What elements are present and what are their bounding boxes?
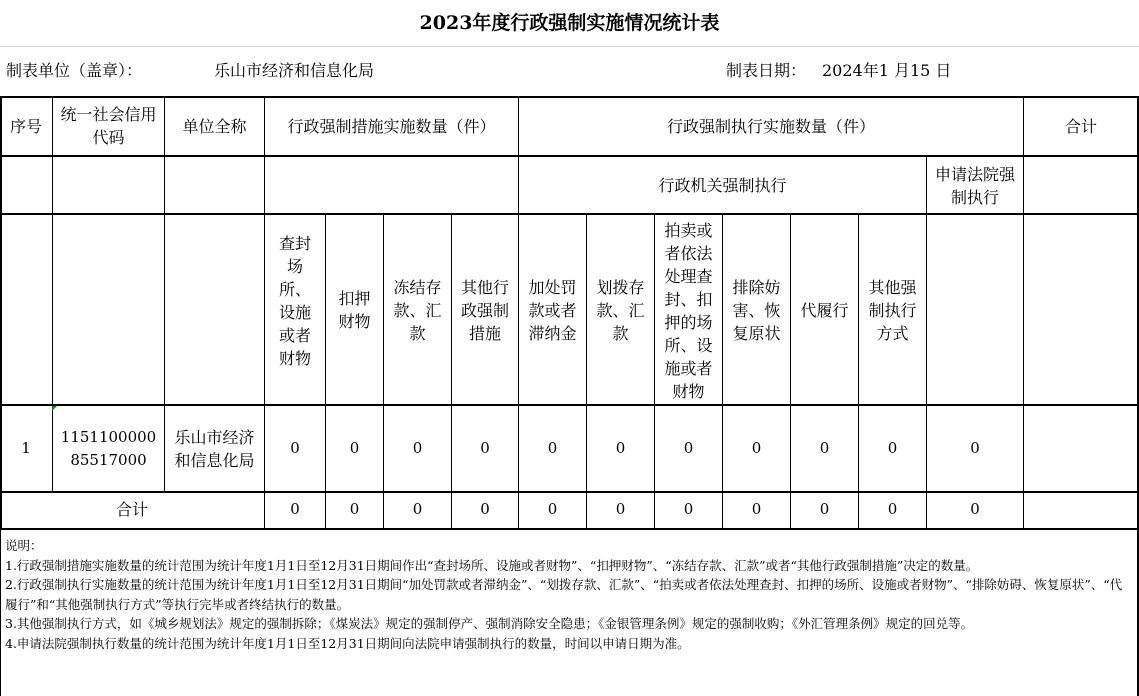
- total-value: 0: [290, 500, 300, 518]
- notes-section: [0, 528, 1139, 696]
- row-unit-name: 乐山市经济和信息化局: [174, 427, 255, 470]
- total-value: 0: [751, 500, 762, 518]
- header-measures-group: 行政强制措施实施数量（件）: [287, 116, 496, 136]
- row-value: 0: [547, 439, 558, 457]
- row-value: 0: [615, 439, 626, 457]
- note-item: 2.行政强制执行实施数量的统计范围为统计年度1月1日至12月31日期间“加处罚款或者滞纳金”、“划拨存款、汇款”、“拍卖或者依法处理查封、扣押的场所、设施或者财物”、“排除妨碍、恢复原状”、“代履行”和“其他强制执行方式”等执行完毕或者终结执行的数量。: [5, 577, 1123, 612]
- report-title: 2023年度行政强制实施情况统计表: [0, 0, 1139, 47]
- note-item: 1.行政强制措施实施数量的统计范围为统计年度1月1日至12月31日期间作出“查封场所、设施或者财物”、“扣押财物”、“冻结存款、汇款”或者“其他行政强制措施”决定的数量。: [5, 557, 979, 573]
- column-divider: [164, 96, 165, 493]
- column-divider: [325, 214, 326, 528]
- total-value: 0: [412, 500, 423, 518]
- header-total: 合计: [1064, 116, 1097, 136]
- note-item: 3.其他强制执行方式，如《城乡规划法》规定的强制拆除；《煤炭法》规定的强制停产、强制消除安全隐患；《金银管理条例》规定的强制收购；《外汇管理条例》规定的回兑等。: [5, 616, 974, 632]
- header-exec-auction: 拍卖或者依法处理查封、扣押的场所、设施或者财物: [664, 221, 713, 401]
- table-rule: [0, 404, 1139, 406]
- column-divider: [790, 214, 791, 528]
- column-divider: [451, 214, 452, 528]
- header-exec-other: 其他强制执行方式: [868, 277, 917, 343]
- total-value: 0: [480, 500, 490, 518]
- column-divider: [52, 96, 53, 493]
- header-exec-transfer: 划拨存款、汇款: [596, 277, 645, 343]
- row-value: 0: [887, 439, 898, 457]
- row-value: 0: [751, 439, 762, 457]
- row-value: 0: [290, 439, 300, 457]
- column-divider: [1023, 96, 1024, 528]
- row-value: 0: [349, 439, 360, 457]
- header-exec-remove-obstruction: 排除妨害、恢复原状: [732, 277, 781, 343]
- header-exec-substitute: 代履行: [800, 300, 849, 320]
- table-rule: [0, 155, 1139, 157]
- column-divider: [722, 214, 723, 528]
- total-value: 0: [683, 500, 694, 518]
- header-measure-freeze: 冻结存款、汇款: [393, 277, 442, 343]
- header-measure-seal: 查封场所、设施或者财物: [278, 234, 311, 368]
- header-measure-other: 其他行政强制措施: [460, 277, 509, 343]
- row-credit-code: 115110000085517000: [60, 427, 157, 469]
- total-value: 0: [547, 500, 558, 518]
- column-divider: [264, 96, 265, 528]
- column-divider: [586, 214, 587, 528]
- column-divider: [926, 156, 927, 528]
- header-credit-code: 统一社会信用代码: [60, 105, 157, 147]
- table-rule: [0, 491, 1139, 493]
- table-rule: [0, 213, 1139, 215]
- row-value: 0: [819, 439, 830, 457]
- cell-comment-marker: [52, 406, 57, 411]
- column-divider: [654, 214, 655, 528]
- total-value: 0: [887, 500, 898, 518]
- column-divider: [383, 214, 384, 528]
- row-value: 0: [970, 439, 980, 457]
- statistics-table: [0, 96, 1139, 528]
- row-value: 0: [412, 439, 423, 457]
- table-border-top: [0, 96, 1139, 98]
- header-measure-seize: 扣押财物: [338, 289, 371, 331]
- total-row-label: 合计: [115, 500, 148, 519]
- total-value: 0: [970, 500, 980, 518]
- date-label: 制表日期：: [726, 61, 807, 80]
- header-exec-fine: 加处罚款或者滞纳金: [528, 277, 577, 343]
- table-border-left: [0, 96, 2, 528]
- header-agency-execution: 行政机关强制执行: [658, 176, 787, 195]
- column-divider: [518, 96, 519, 528]
- row-value: 0: [683, 439, 694, 457]
- row-seq: 1: [21, 439, 31, 457]
- total-value: 0: [349, 500, 360, 518]
- note-item: 4.申请法院强制执行数量的统计范围为统计年度1月1日至12月31日期间向法院申请强制执行的数量，时间以申请日期为准。: [5, 635, 690, 651]
- date-value: 2024年1 月15 日: [822, 61, 952, 80]
- total-value: 0: [819, 500, 830, 518]
- header-seq: 序号: [9, 116, 42, 136]
- unit-name: 乐山市经济和信息化局: [214, 61, 375, 80]
- header-court-execution: 申请法院强制执行: [935, 164, 1016, 207]
- total-value: 0: [615, 500, 626, 518]
- row-value: 0: [480, 439, 490, 457]
- header-unit-full-name: 单位全称: [182, 116, 247, 136]
- unit-label: 制表单位（盖章）：: [6, 61, 143, 80]
- column-divider: [858, 214, 859, 528]
- header-execution-group: 行政强制执行实施数量（件）: [666, 116, 875, 136]
- notes-heading: 说明：: [5, 538, 43, 553]
